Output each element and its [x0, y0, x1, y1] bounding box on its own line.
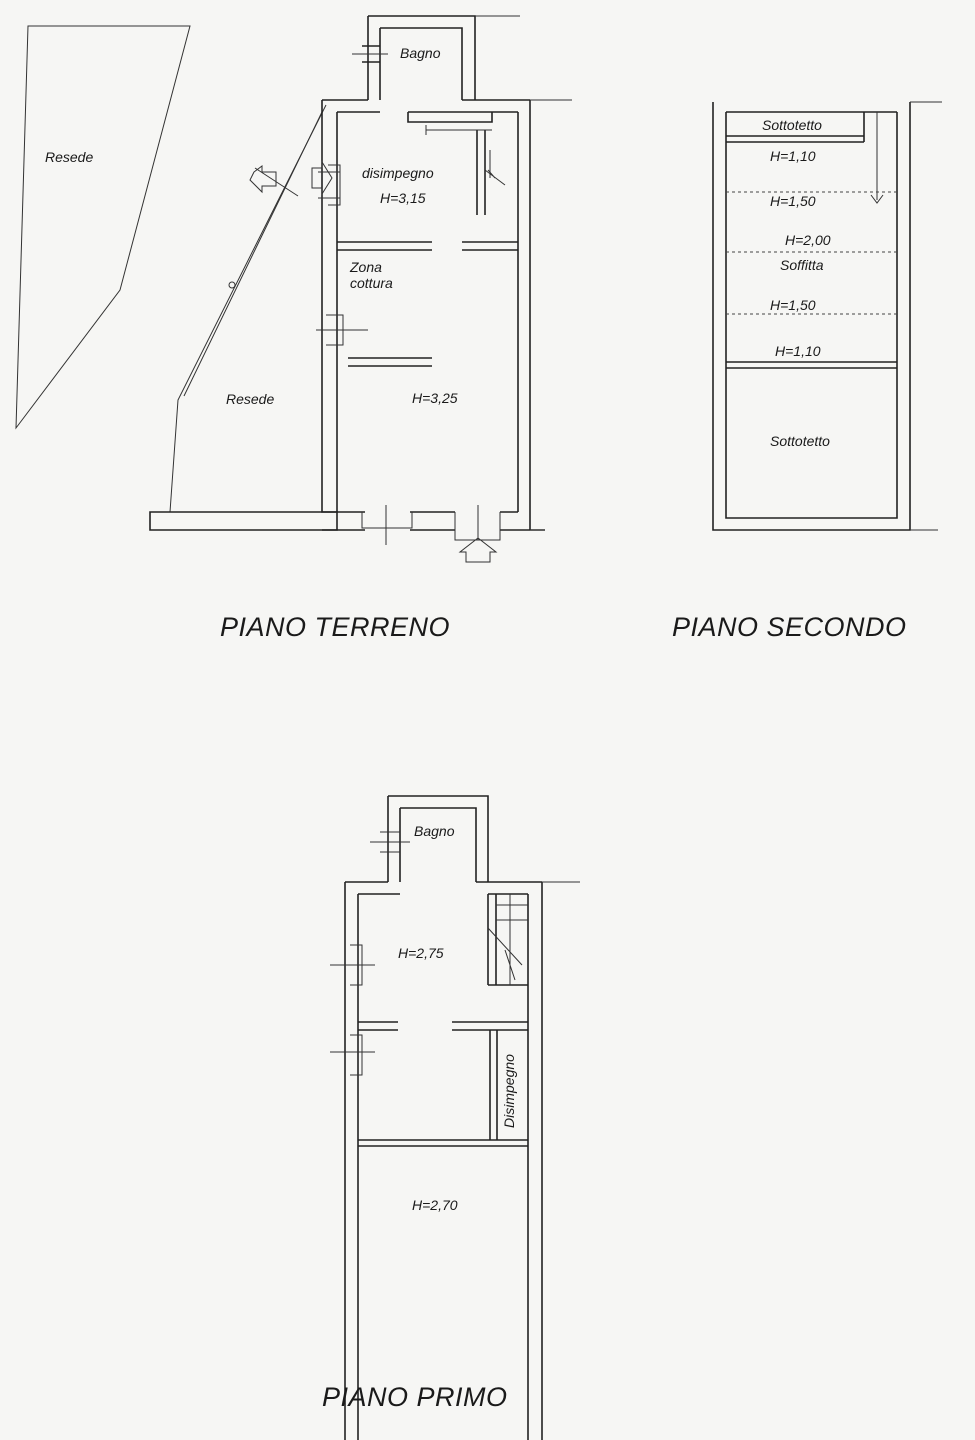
first-floor-title: PIANO PRIMO [322, 1382, 508, 1412]
resede-main-label: Resede [226, 391, 275, 407]
second-floor-title: PIANO SECONDO [672, 612, 907, 642]
ground-floor-title: PIANO TERRENO [220, 612, 451, 642]
resede-left-area [16, 26, 190, 428]
disimpegno-height-label: H=3,15 [380, 190, 426, 206]
ground-baseline [150, 512, 337, 530]
bagno-label: Bagno [400, 45, 441, 61]
bagno-walls-first [388, 796, 488, 882]
sottotetto-bottom-label: Sottotetto [770, 433, 830, 449]
height-label-3: H=2,00 [785, 232, 831, 248]
disimpegno-label: disimpegno [362, 165, 434, 181]
first-floor-plan [322, 796, 585, 1440]
height-label-2: H=1,50 [770, 193, 816, 209]
soffitta-label: Soffitta [780, 257, 824, 273]
disimpegno-label-first: Disimpegno [501, 1054, 517, 1128]
height-label-4: H=1,50 [770, 297, 816, 313]
upper-height-label: H=2,75 [398, 945, 444, 961]
second-outer-walls [713, 102, 910, 530]
bagno-label-first: Bagno [414, 823, 455, 839]
entrance-arrow-icon [460, 538, 496, 562]
sottotetto-top-label: Sottotetto [762, 117, 822, 133]
main-height-label: H=3,25 [412, 390, 458, 406]
second-floor-plan [672, 102, 942, 642]
resede-left-label: Resede [45, 149, 94, 165]
ground-floor-plan [16, 16, 572, 642]
height-label-5: H=1,10 [775, 343, 821, 359]
zona-cottura-label-1: Zona [350, 259, 382, 275]
first-outer-walls [345, 882, 542, 1440]
zona-cottura-label-2: cottura [350, 275, 393, 291]
height-label-1: H=1,10 [770, 148, 816, 164]
resede-main-boundary [170, 105, 326, 512]
lower-height-label: H=2,70 [412, 1197, 458, 1213]
